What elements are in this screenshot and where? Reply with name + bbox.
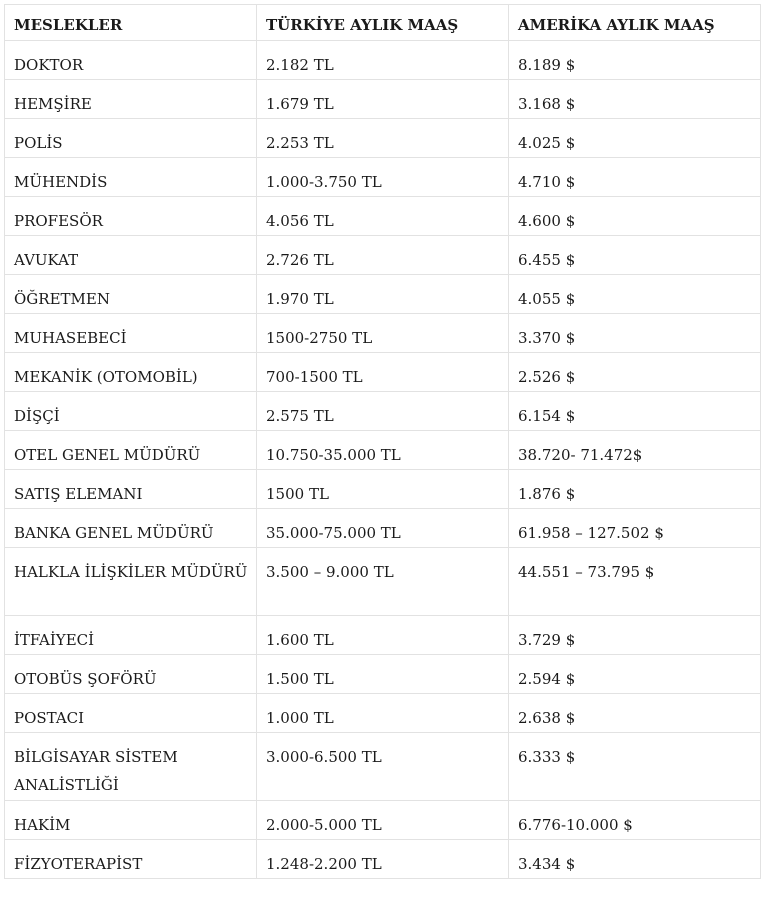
table-header [5,5,761,41]
header-turkey-salary: TÜRKİYE AYLIK MAAŞ [257,5,509,41]
usa-salary-cell: 44.551 – 73.795 $ [509,548,761,616]
profession-cell: HEMŞİRE [5,80,257,119]
usa-salary-cell: 6.776-10.000 $ [509,801,761,840]
turkey-salary-cell: 2.726 TL [257,236,509,275]
usa-salary-cell: 3.168 $ [509,80,761,119]
usa-salary-cell: 3.729 $ [509,616,761,655]
turkey-salary-cell: 4.056 TL [257,197,509,236]
table-row [5,801,761,840]
table-row [5,840,761,879]
usa-salary-cell: 4.055 $ [509,275,761,314]
profession-cell: PROFESÖR [5,197,257,236]
table-row [5,431,761,470]
profession-cell: POSTACI [5,694,257,733]
turkey-salary-cell: 1.500 TL [257,655,509,694]
table-row [5,80,761,119]
usa-salary-cell: 61.958 – 127.502 $ [509,509,761,548]
turkey-salary-cell: 1.679 TL [257,80,509,119]
header-professions: MESLEKLER [5,5,257,41]
profession-cell: AVUKAT [5,236,257,275]
turkey-salary-cell: 2.253 TL [257,119,509,158]
turkey-salary-cell: 2.575 TL [257,392,509,431]
table-row [5,197,761,236]
table-row [5,470,761,509]
turkey-salary-cell: 1.000 TL [257,694,509,733]
usa-salary-cell: 6.333 $ [509,733,761,801]
turkey-salary-cell: 1.248-2.200 TL [257,840,509,879]
usa-salary-cell: 2.638 $ [509,694,761,733]
profession-cell: DOKTOR [5,41,257,80]
turkey-salary-cell: 1.600 TL [257,616,509,655]
turkey-salary-cell: 700-1500 TL [257,353,509,392]
usa-salary-cell: 2.594 $ [509,655,761,694]
table-row [5,353,761,392]
profession-cell: İTFAİYECİ [5,616,257,655]
profession-cell: MEKANİK (OTOMOBİL) [5,353,257,392]
table-row [5,733,761,801]
turkey-salary-cell: 3.000-6.500 TL [257,733,509,801]
turkey-salary-cell: 1500 TL [257,470,509,509]
profession-cell: OTOBÜS ŞOFÖRÜ [5,655,257,694]
table-row [5,119,761,158]
table-row [5,694,761,733]
profession-cell: MÜHENDİS [5,158,257,197]
table-row [5,275,761,314]
profession-cell: HALKLA İLİŞKİLER MÜDÜRÜ [5,548,257,616]
profession-cell: FİZYOTERAPİST [5,840,257,879]
profession-cell: POLİS [5,119,257,158]
usa-salary-cell: 4.025 $ [509,119,761,158]
turkey-salary-cell: 10.750-35.000 TL [257,431,509,470]
header-usa-salary: AMERİKA AYLIK MAAŞ [509,5,761,41]
profession-cell: BİLGİSAYAR SİSTEM ANALİSTLİĞİ [5,733,257,801]
table-row [5,158,761,197]
table-row [5,548,761,616]
usa-salary-cell: 3.434 $ [509,840,761,879]
header-row [5,5,761,41]
profession-cell: MUHASEBECİ [5,314,257,353]
table-row [5,236,761,275]
turkey-salary-cell: 35.000-75.000 TL [257,509,509,548]
usa-salary-cell: 4.600 $ [509,197,761,236]
usa-salary-cell: 8.189 $ [509,41,761,80]
profession-cell: DİŞÇİ [5,392,257,431]
profession-cell: HAKİM [5,801,257,840]
usa-salary-cell: 6.154 $ [509,392,761,431]
table-row [5,41,761,80]
table-body [5,41,761,879]
table-row [5,509,761,548]
usa-salary-cell: 4.710 $ [509,158,761,197]
usa-salary-cell: 38.720- 71.472$ [509,431,761,470]
turkey-salary-cell: 2.182 TL [257,41,509,80]
usa-salary-cell: 2.526 $ [509,353,761,392]
salary-comparison-table [4,4,761,879]
turkey-salary-cell: 1500-2750 TL [257,314,509,353]
usa-salary-cell: 1.876 $ [509,470,761,509]
profession-cell: OTEL GENEL MÜDÜRÜ [5,431,257,470]
turkey-salary-cell: 1.000-3.750 TL [257,158,509,197]
profession-cell: ÖĞRETMEN [5,275,257,314]
table-row [5,314,761,353]
profession-cell: SATIŞ ELEMANI [5,470,257,509]
table-row [5,616,761,655]
profession-cell: BANKA GENEL MÜDÜRÜ [5,509,257,548]
usa-salary-cell: 3.370 $ [509,314,761,353]
table-row [5,392,761,431]
usa-salary-cell: 6.455 $ [509,236,761,275]
table-row [5,655,761,694]
turkey-salary-cell: 2.000-5.000 TL [257,801,509,840]
turkey-salary-cell: 1.970 TL [257,275,509,314]
turkey-salary-cell: 3.500 – 9.000 TL [257,548,509,616]
